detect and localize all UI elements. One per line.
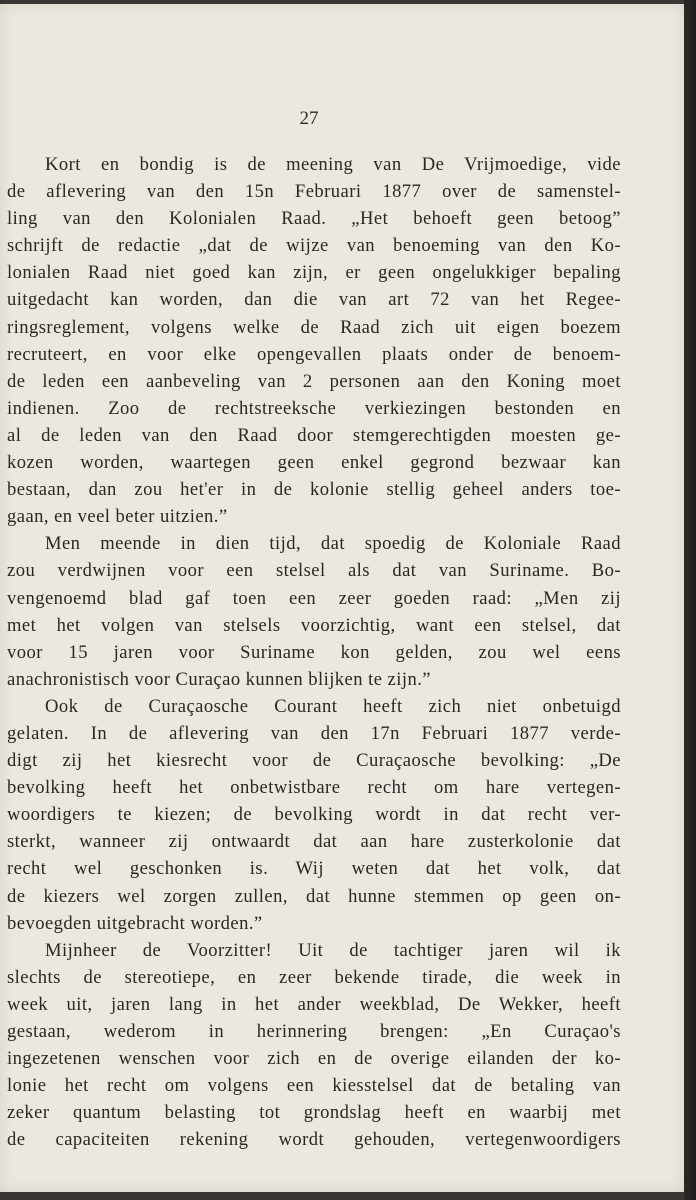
text-line: bevolking heeft het onbetwistbare recht om hare vertegen- [7, 777, 621, 799]
text-line: digt zij het kiesrecht voor de Curaçaosche bevolking: „De [7, 750, 621, 772]
text-line: week uit, jaren lang in het ander weekblad, De Wekker, heeft [7, 993, 621, 1015]
text-line: kozen worden, waartegen geen enkel gegrond bezwaar kan [7, 452, 621, 474]
text-line: bestaan, dan zou het'er in de kolonie stellig geheel anders toe- [7, 479, 621, 501]
text-line: anachronistisch voor Curaçao kunnen blijken te zijn.” [7, 668, 432, 690]
text-line: slechts de stereotiepe, en zeer bekende tirade, die week in [7, 966, 621, 988]
page-number: 27 [299, 108, 319, 129]
text-line: ingezetenen wenschen voor zich en de overige eilanden der ko- [7, 1048, 621, 1070]
text-line: lonie het recht om volgens een kiesstelsel dat de betaling van [7, 1075, 621, 1097]
book-page [0, 4, 684, 1192]
text-line: ling van den Kolonialen Raad. „Het behoeft geen betoog” [7, 208, 621, 230]
text-line: schrijft de redactie „dat de wijze van benoeming van den Ko- [7, 235, 621, 257]
text-line: met het volgen van stelsels voorzichtig, want een stelsel, dat [7, 614, 621, 636]
text-line: lonialen Raad niet goed kan zijn, er geen ongelukkiger bepaling [7, 262, 621, 284]
text-line: sterkt, wanneer zij ontwaardt dat aan hare zusterkolonie dat [7, 831, 621, 853]
text-line: de kiezers wel zorgen zullen, dat hunne stemmen op geen on- [7, 885, 621, 907]
text-line: Men meende in dien tijd, dat spoedig de Koloniale Raad [45, 533, 621, 555]
text-line: de capaciteiten rekening wordt gehouden, vertegenwoordigers [7, 1129, 621, 1151]
text-line: zeker quantum belasting tot grondslag heeft en waarbij met [7, 1102, 621, 1124]
text-line: woordigers te kiezen; de bevolking wordt in dat recht ver- [7, 804, 621, 826]
text-line: recht wel geschonken is. Wij weten dat het volk, dat [7, 858, 621, 880]
text-line: recruteert, en voor elke opengevallen plaats onder de benoem- [7, 343, 621, 365]
text-line: Ook de Curaçaosche Courant heeft zich niet onbetuigd [45, 695, 621, 717]
text-line: de aflevering van den 15n Februari 1877 over de samenstel- [7, 181, 621, 203]
text-line: Mijnheer de Voorzitter! Uit de tachtiger jaren wil ik [45, 939, 621, 961]
text-line: vengenoemd blad gaf toen een zeer goeden raad: „Men zij [7, 587, 621, 609]
text-line: gestaan, wederom in herinnering brengen: „En Curaçao's [7, 1021, 621, 1042]
text-line: al de leden van den Raad door stemgerechtigden moesten ge- [7, 424, 621, 446]
body-text [7, 151, 621, 1153]
text-line: Kort en bondig is de meening van De Vrijmoedige, vide [45, 154, 621, 175]
text-line: zou verdwijnen voor een stelsel als dat van Suriname. Bo- [7, 560, 621, 582]
text-line: voor 15 jaren voor Suriname kon gelden, zou wel eens [7, 641, 621, 663]
text-line: gelaten. In de aflevering van den 17n Februari 1877 verde- [7, 722, 621, 744]
text-line: indienen. Zoo de rechtstreeksche verkiezingen bestonden en [7, 397, 621, 419]
text-line: ringsreglement, volgens welke de Raad zich uit eigen boezem [7, 316, 621, 338]
text-line: gaan, en veel beter uitzien.” [7, 506, 228, 528]
text-line: de leden een aanbeveling van 2 personen aan den Koning moet [7, 370, 621, 392]
page-edge-shadow [684, 0, 696, 1200]
text-line: bevoegden uitgebracht worden.” [7, 912, 263, 934]
text-line: uitgedacht kan worden, dan die van art 72 van het Regee- [7, 289, 621, 311]
